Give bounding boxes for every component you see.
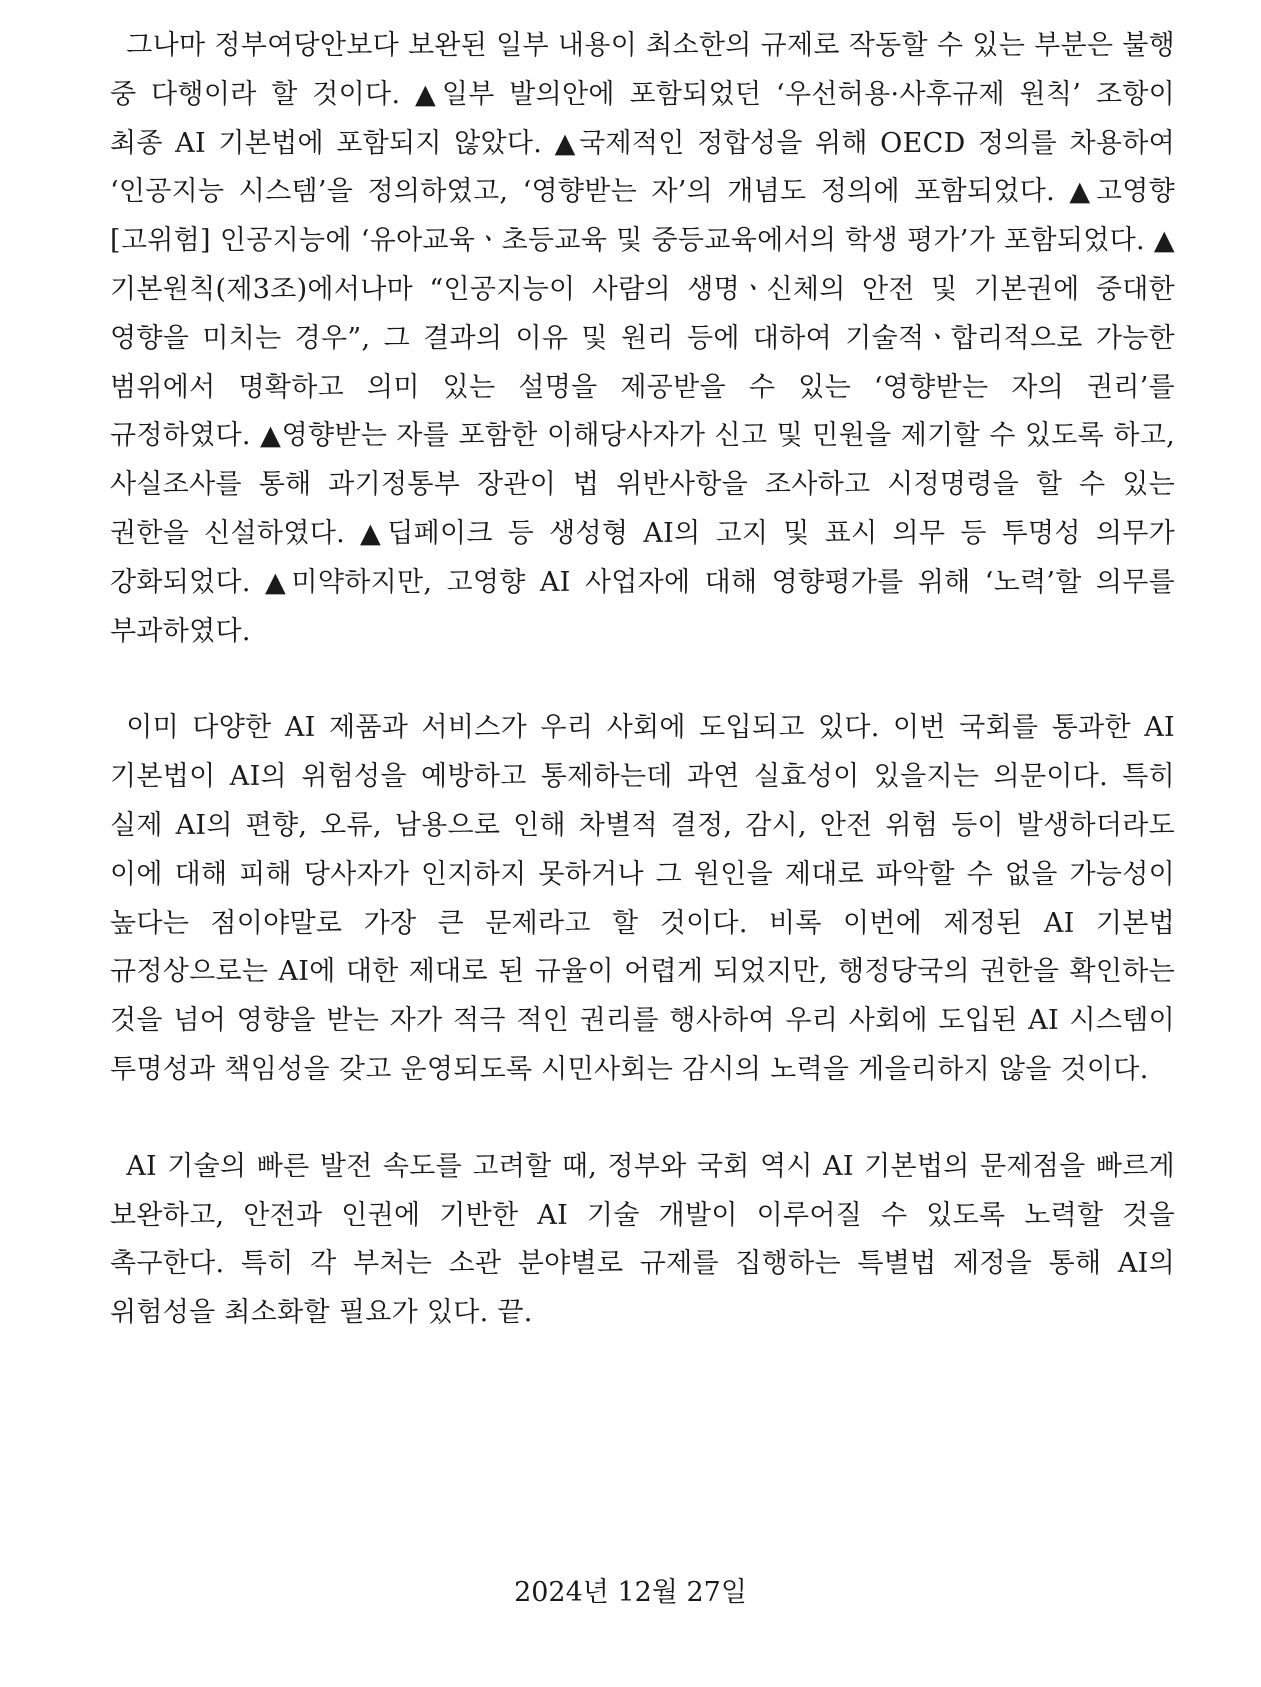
document-body	[110, 22, 1175, 1338]
paragraph-effectiveness-concerns: 이미 다양한 AI 제품과 서비스가 우리 사회에 도입되고 있다. 이번 국회를 통과한 AI 기본법이 AI의 위험성을 예방하고 통제하는데 과연 실효성이 있을지는 의문이다. 특히 실제 AI의 편향, 오류, 남용으로 인해 차별적 결정, 감시, 안전 위험 등이 발생하더라도 이에 대해 피해 당사자가 인지하지 못하거나 그 원인을 제대로 파악할 수 없을 가능성이 높다는 점이야말로 가장 큰 문제라고 할 것이다. 비록 이번에 제정된 AI 기본법 규정상으로는 AI에 대한 제대로 된 규율이 어렵게 되었지만, 행정당국의 권한을 확인하는 것을 넘어 영향을 받는 자가 적극 적인 권리를 행사하여 우리 사회에 도입된 AI 시스템이 투명성과 책임성을 갖고 운영되도록 시민사회는 감시의 노력을 게을리하지 않을 것이다.	[110, 712, 1175, 1085]
paragraph-call-to-action: AI 기술의 빠른 발전 속도를 고려할 때, 정부와 국회 역시 AI 기본법의 문제점을 빠르게 보완하고, 안전과 인권에 기반한 AI 기술 개발이 이루어질 수 있도록 노력할 것을 촉구한다. 특히 각 부처는 소관 분야별로 규제를 집행하는 특별법 제정을 통해 AI의 위험성을 최소화할 필요가 있다. 끝.	[110, 1150, 1175, 1329]
paragraph-supplemented-provisions: 그나마 정부여당안보다 보완된 일부 내용이 최소한의 규제로 작동할 수 있는 부분은 불행 중 다행이라 할 것이다. ▲일부 발의안에 포함되었던 ‘우선허용·사후규제 원칙’ 조항이 최종 AI 기본법에 포함되지 않았다. ▲국제적인 정합성을 위해 OECD 정의를 차용하여 ‘인공지능 시스템’을 정의하였고, ‘영향받는 자’의 개념도 정의에 포함되었다. ▲고영향[고위험] 인공지능에 ‘유아교육ㆍ초등교육 및 중등교육에서의 학생 평가’가 포함되었다. ▲기본원칙(제3조)에서나마 “인공지능이 사람의 생명ㆍ신체의 안전 및 기본권에 중대한 영향을 미치는 경우”, 그 결과의 이유 및 원리 등에 대하여 기술적ㆍ합리적으로 가능한 범위에서 명확하고 의미 있는 설명을 제공받을 수 있는 ‘영향받는 자의 권리’를 규정하였다. ▲영향받는 자를 포함한 이해당사자가 신고 및 민원을 제기할 수 있도록 하고, 사실조사를 통해 과기정통부 장관이 법 위반사항을 조사하고 시정명령을 할 수 있는 권한을 신설하였다. ▲딥페이크 등 생성형 AI의 고지 및 표시 의무 등 투명성 의무가 강화되었다. ▲미약하지만, 고영향 AI 사업자에 대해 영향평가를 위해 ‘노력’할 의무를 부과하였다.	[110, 30, 1175, 647]
document-date: 2024년 12월 27일	[514, 1577, 747, 1608]
paragraph-spacer	[110, 1095, 1175, 1143]
paragraph-spacer	[110, 656, 1175, 704]
